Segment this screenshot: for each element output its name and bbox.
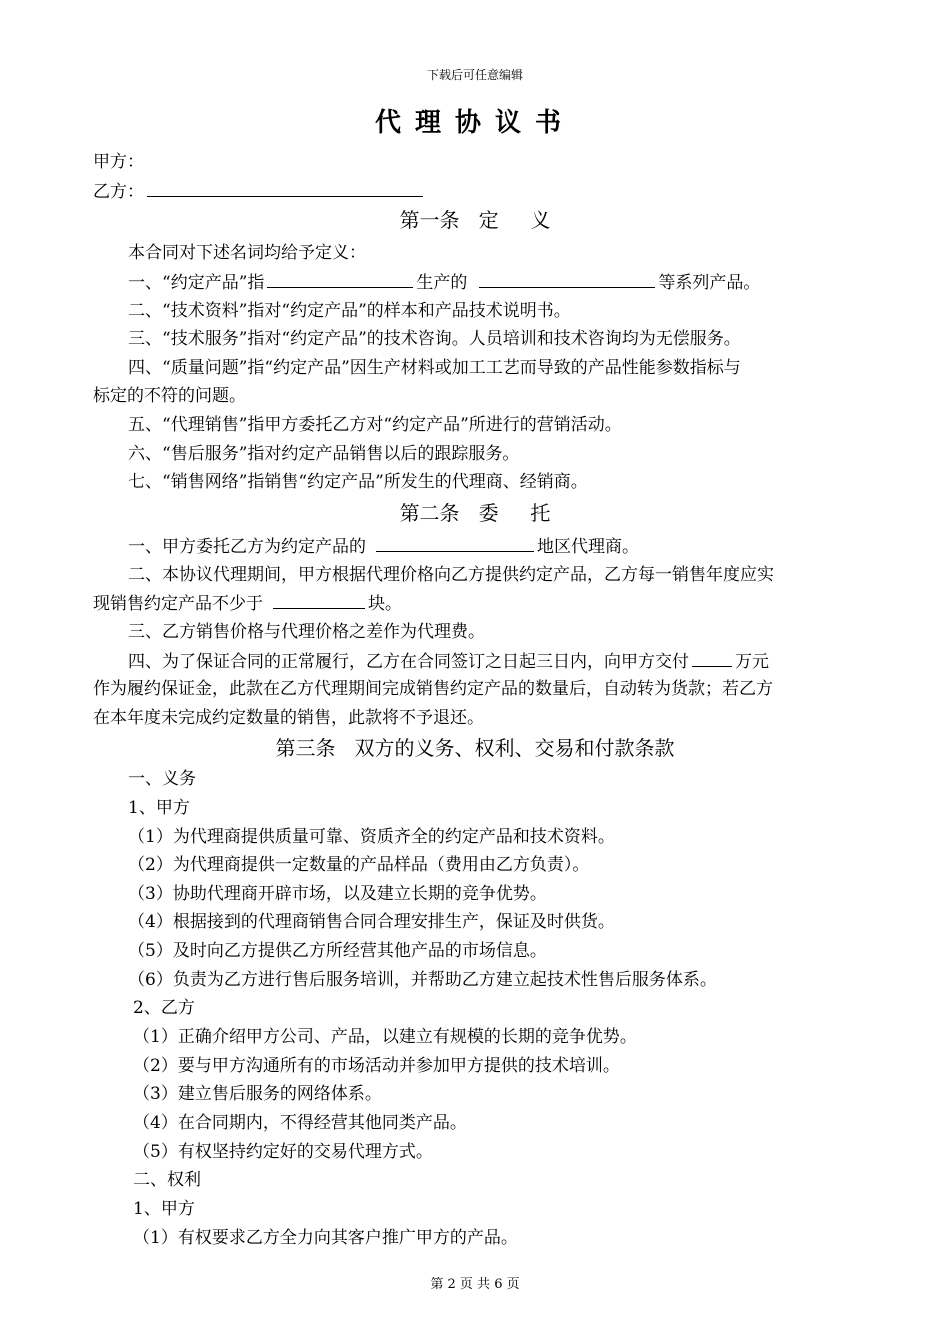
art1-intro: 本合同对下述名词均给予定义： [128, 243, 366, 263]
right-a-1: （1）有权要求乙方全力向其客户推广甲方的产品。 [133, 1228, 518, 1248]
art1-item-6: 六、“售后服务”指对约定产品销售以后的跟踪服务。 [128, 444, 520, 464]
article-2-heading: 第二条 委 托 [399, 501, 551, 525]
obligations-party-a-label: 1、甲方 [128, 798, 190, 818]
rights-heading: 二、权利 [133, 1170, 201, 1190]
obligations-party-b-label: 2、乙方 [133, 998, 195, 1018]
art2-item-1-a: 一、甲方委托乙方为约定产品的 [128, 537, 366, 557]
art1-item-4b: 标定的不符的问题。 [93, 386, 246, 406]
quantity-blank [273, 592, 365, 609]
document-title: 代理协议书 [374, 108, 575, 138]
obligation-a-5: （5）及时向乙方提供乙方所经营其他产品的市场信息。 [128, 941, 547, 961]
art2-item-4a [128, 650, 769, 673]
article-1-heading: 第一条 定 义 [399, 208, 551, 232]
obligation-a-6: （6）负责为乙方进行售后服务培训，并帮助乙方建立起技术性售后服务体系。 [128, 970, 717, 990]
art2-item-4-unit: 万元 [735, 652, 769, 672]
art2-item-4d: 在本年度未完成约定数量的销售，此款将不予退还。 [93, 708, 484, 728]
party-a-label: 甲方： [93, 152, 144, 172]
region-blank [376, 535, 534, 552]
art1-item-1 [128, 271, 760, 294]
obligations-heading: 一、义务 [128, 769, 196, 789]
obligation-b-5: （5）有权坚持约定好的交易代理方式。 [133, 1142, 433, 1162]
art1-item-1-a: 一、“约定产品”指 [128, 273, 265, 293]
product-series-blank [479, 271, 655, 288]
article-3-heading: 第三条 双方的义务、权利、交易和付款条款 [275, 736, 675, 760]
obligation-a-1: （1）为代理商提供质量可靠、资质齐全的约定产品和技术资料。 [128, 827, 615, 847]
art1-item-5: 五、“代理销售”指甲方委托乙方对“约定产品”所进行的营销活动。 [128, 415, 622, 435]
party-b-line [93, 180, 426, 203]
obligation-b-1: （1）正确介绍甲方公司、产品，以建立有规模的长期的竞争优势。 [133, 1027, 637, 1047]
art1-item-2: 二、“技术资料”指对“约定产品”的样本和产品技术说明书。 [128, 301, 571, 321]
art1-item-1-b: 生产的 [416, 273, 468, 293]
rights-party-a-label: 1、甲方 [133, 1199, 195, 1219]
page-footer: 第 2 页 共 6 页 [430, 1277, 520, 1292]
art2-item-1-b: 地区代理商。 [537, 537, 639, 557]
art2-item-2b [93, 592, 402, 615]
art2-item-2-unit: 块。 [368, 594, 402, 614]
obligation-a-2: （2）为代理商提供一定数量的产品样品（费用由乙方负责）。 [128, 855, 590, 875]
producer-blank [267, 271, 413, 288]
party-b-label: 乙方： [93, 182, 144, 202]
art1-item-3: 三、“技术服务”指对“约定产品”的技术咨询。人员培训和技术咨询均为无偿服务。 [128, 329, 741, 349]
obligation-a-3: （3）协助代理商开辟市场，以及建立长期的竞争优势。 [128, 884, 547, 904]
art2-item-2-text: 现销售约定产品不少于 [93, 594, 263, 614]
page-header: 下载后可任意编辑 [426, 68, 523, 82]
obligation-b-3: （3）建立售后服务的网络体系。 [133, 1084, 382, 1104]
party-b-blank [147, 180, 423, 197]
art2-item-4-text: 四、为了保证合同的正常履行，乙方在合同签订之日起三日内，向甲方交付 [128, 652, 689, 672]
art1-item-4a: 四、“质量问题”指“约定产品”因生产材料或加工工艺而导致的产品性能参数指标与 [128, 358, 741, 378]
art2-item-1 [128, 535, 639, 558]
obligation-a-4: （4）根据接到的代理商销售合同合理安排生产，保证及时供货。 [128, 912, 615, 932]
art2-item-3: 三、乙方销售价格与代理价格之差作为代理费。 [128, 622, 485, 642]
art1-item-1-c: 等系列产品。 [658, 273, 761, 293]
art2-item-4c: 作为履约保证金，此款在乙方代理期间完成销售约定产品的数量后，自动转为货款；若乙方 [93, 679, 773, 699]
obligation-b-4: （4）在合同期内，不得经营其他同类产品。 [133, 1113, 467, 1133]
obligation-b-2: （2）要与甲方沟通所有的市场活动并参加甲方提供的技术培训。 [133, 1056, 620, 1076]
art1-item-7: 七、“销售网络”指销售“约定产品”所发生的代理商、经销商。 [128, 472, 588, 492]
deposit-blank [692, 650, 732, 667]
art2-item-2a: 二、本协议代理期间，甲方根据代理价格向乙方提供约定产品，乙方每一销售年度应实 [128, 565, 774, 585]
